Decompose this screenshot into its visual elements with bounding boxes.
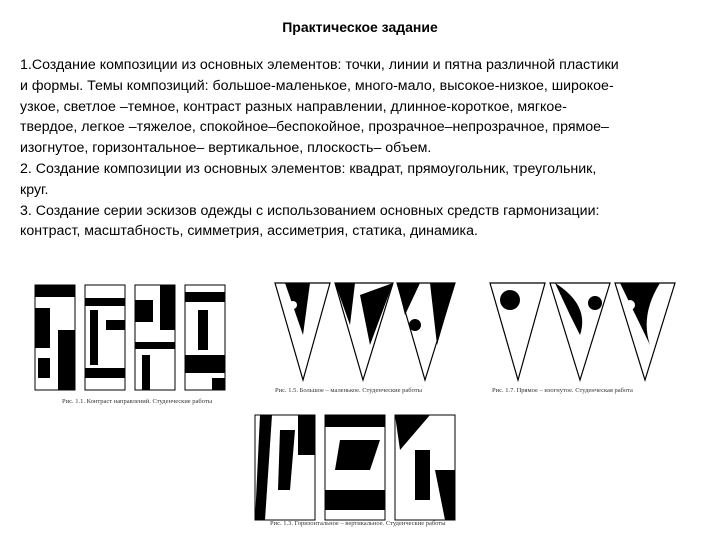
page-title: Практическое задание: [282, 19, 438, 35]
task-text: [20, 55, 710, 242]
figure-contrast-directions: [30, 280, 242, 405]
task-line: и формы. Темы композиций: большое-маленькое, много-мало, высокое-низкое, широкое-: [20, 77, 614, 94]
composition-image: [255, 275, 465, 385]
task-line: круг.: [20, 181, 49, 198]
task-line: твердое, легкое –тяжелое, спокойное–беспокойное, прозрачное–непрозрачное, прямое–: [20, 119, 609, 136]
task-line: узкое, светлое –темное, контраст разных направлении, длинное-короткое, мягкое-: [20, 98, 567, 115]
figure-caption: Рис. 1.1. Контраст направлений. Студенческие работы: [62, 398, 213, 405]
task-line: контраст, масштабность, симметрия, ассиметрия, статика, динамика.: [20, 223, 478, 240]
figure-horizontal-vertical: [250, 410, 460, 528]
task-line: изогнутое, горизонтальное– вертикальное, плоскость– объем.: [20, 140, 432, 157]
composition-image: [30, 280, 242, 395]
composition-image: [250, 410, 460, 528]
task-line: 2. Создание композиции из основных элементов: квадрат, прямоугольник, треугольник,: [20, 160, 597, 177]
figure-caption: Рис. 1.3. Горизонтальное – вертикальное. Студенческие работы: [270, 520, 446, 527]
task-line: 3. Создание серии эскизов одежды с использованием основных средств гармонизации:: [20, 202, 600, 219]
figure-straight-curved: [480, 275, 690, 394]
task-line: 1.Создание композиции из основных элементов: точки, линии и пятна различной пластики: [20, 57, 619, 73]
composition-image: [480, 275, 690, 385]
figure-caption: Рис. 1.5. Большое – маленькое. Студенческие работы: [275, 387, 422, 394]
figure-caption: Рис. 1.7. Прямое – изогнутое. Студенческая работа: [492, 387, 633, 394]
figure-big-small: [255, 275, 465, 394]
